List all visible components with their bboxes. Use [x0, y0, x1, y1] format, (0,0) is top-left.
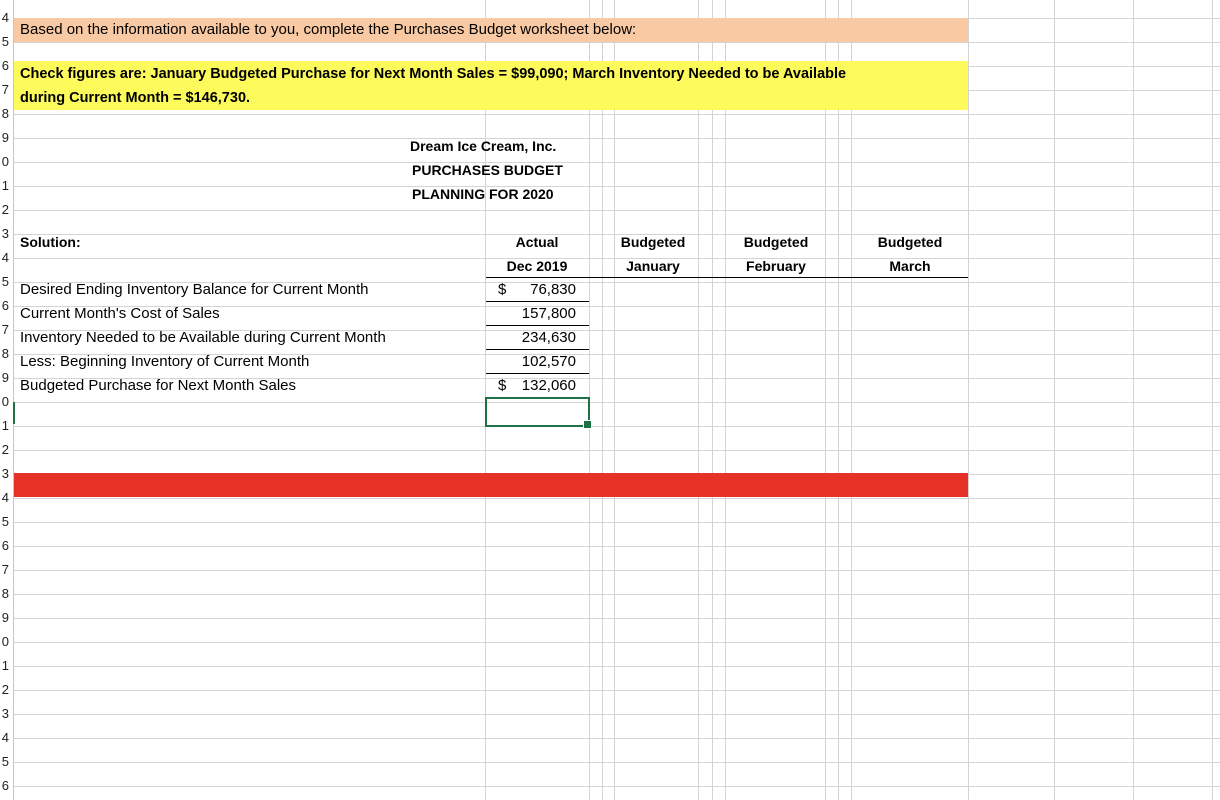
selected-cell[interactable]: [485, 397, 590, 427]
row-cursor-marker: [13, 402, 15, 424]
grid-line: [712, 0, 713, 800]
header-february: February: [746, 258, 806, 274]
grid-line: [725, 0, 726, 800]
row-number[interactable]: 1: [1, 418, 9, 433]
grid-line: [602, 0, 603, 800]
row-number[interactable]: 1: [1, 658, 9, 673]
row-number[interactable]: 0: [1, 394, 9, 409]
row-value-dec-2019[interactable]: 157,800: [521, 305, 576, 322]
row-number[interactable]: 9: [1, 370, 9, 385]
row-label: Inventory Needed to be Available during Current Month: [20, 329, 386, 346]
row-number[interactable]: 6: [1, 298, 9, 313]
red-bar: [14, 473, 968, 497]
row-number[interactable]: 8: [1, 106, 9, 121]
header-dec-2019: Dec 2019: [506, 258, 568, 274]
solution-label: Solution:: [20, 234, 81, 250]
value-underline: [486, 301, 589, 302]
grid-line: [1054, 0, 1055, 800]
row-number[interactable]: 7: [1, 82, 9, 97]
header-march: March: [889, 258, 931, 274]
row-number[interactable]: 6: [1, 58, 9, 73]
row-number[interactable]: 1: [1, 178, 9, 193]
row-number[interactable]: 5: [1, 514, 9, 529]
row-number[interactable]: 6: [1, 538, 9, 553]
row-number[interactable]: 0: [1, 154, 9, 169]
currency-prefix: $: [498, 377, 507, 394]
row-number[interactable]: 7: [1, 322, 9, 337]
row-number[interactable]: 5: [1, 34, 9, 49]
row-number[interactable]: 4: [1, 10, 9, 25]
budget-title: PURCHASES BUDGET: [412, 162, 563, 178]
header-budgeted-january: Budgeted: [620, 234, 686, 250]
grid-line: [698, 0, 699, 800]
row-number[interactable]: 4: [1, 490, 9, 505]
row-label: Budgeted Purchase for Next Month Sales: [20, 377, 296, 394]
grid-line: [614, 0, 615, 800]
row-number[interactable]: 7: [1, 562, 9, 577]
row-value-dec-2019[interactable]: 234,630: [521, 329, 576, 346]
row-value-dec-2019[interactable]: 76,830: [530, 281, 576, 298]
check-figures-line-1: Check figures are: January Budgeted Purchase for Next Month Sales = $99,090; March Inventory Needed to be Available: [20, 66, 847, 82]
row-number[interactable]: 5: [1, 274, 9, 289]
row-number[interactable]: 0: [1, 634, 9, 649]
row-number[interactable]: 4: [1, 730, 9, 745]
row-number[interactable]: 8: [1, 346, 9, 361]
value-underline: [486, 349, 589, 350]
row-number[interactable]: 2: [1, 682, 9, 697]
grid-line: [1212, 0, 1213, 800]
row-number[interactable]: 3: [1, 466, 9, 481]
company-name: Dream Ice Cream, Inc.: [410, 138, 557, 154]
row-number[interactable]: 5: [1, 754, 9, 769]
value-underline: [486, 373, 589, 374]
row-number[interactable]: 3: [1, 226, 9, 241]
row-label: Less: Beginning Inventory of Current Month: [20, 353, 310, 370]
row-value-dec-2019[interactable]: 102,570: [521, 353, 576, 370]
fill-handle[interactable]: [583, 420, 592, 429]
grid-line: [1133, 0, 1134, 800]
row-value-dec-2019[interactable]: 132,060: [521, 377, 576, 394]
row-number[interactable]: 9: [1, 610, 9, 625]
row-number[interactable]: 9: [1, 130, 9, 145]
currency-prefix: $: [498, 281, 507, 298]
check-figures-line-2: during Current Month = $146,730.: [20, 90, 251, 106]
grid-line: [825, 0, 826, 800]
row-label: Current Month's Cost of Sales: [20, 305, 220, 322]
value-underline: [486, 325, 589, 326]
header-budgeted-march: Budgeted: [877, 234, 943, 250]
grid-line: [851, 0, 852, 800]
row-number[interactable]: 3: [1, 706, 9, 721]
planning-title: PLANNING FOR 2020: [412, 186, 554, 202]
grid-line: [838, 0, 839, 800]
row-number[interactable]: 8: [1, 586, 9, 601]
instruction-text: Based on the information available to you, complete the Purchases Budget worksheet below:: [20, 21, 637, 38]
row-header-column[interactable]: [0, 0, 14, 800]
grid-line: [968, 0, 969, 800]
row-label: Desired Ending Inventory Balance for Current Month: [20, 281, 369, 298]
row-number[interactable]: 4: [1, 250, 9, 265]
row-number[interactable]: 2: [1, 442, 9, 457]
row-number[interactable]: 6: [1, 778, 9, 793]
header-january: January: [626, 258, 680, 274]
header-budgeted-february: Budgeted: [743, 234, 809, 250]
header-actual: Actual: [515, 234, 559, 250]
row-number[interactable]: 2: [1, 202, 9, 217]
